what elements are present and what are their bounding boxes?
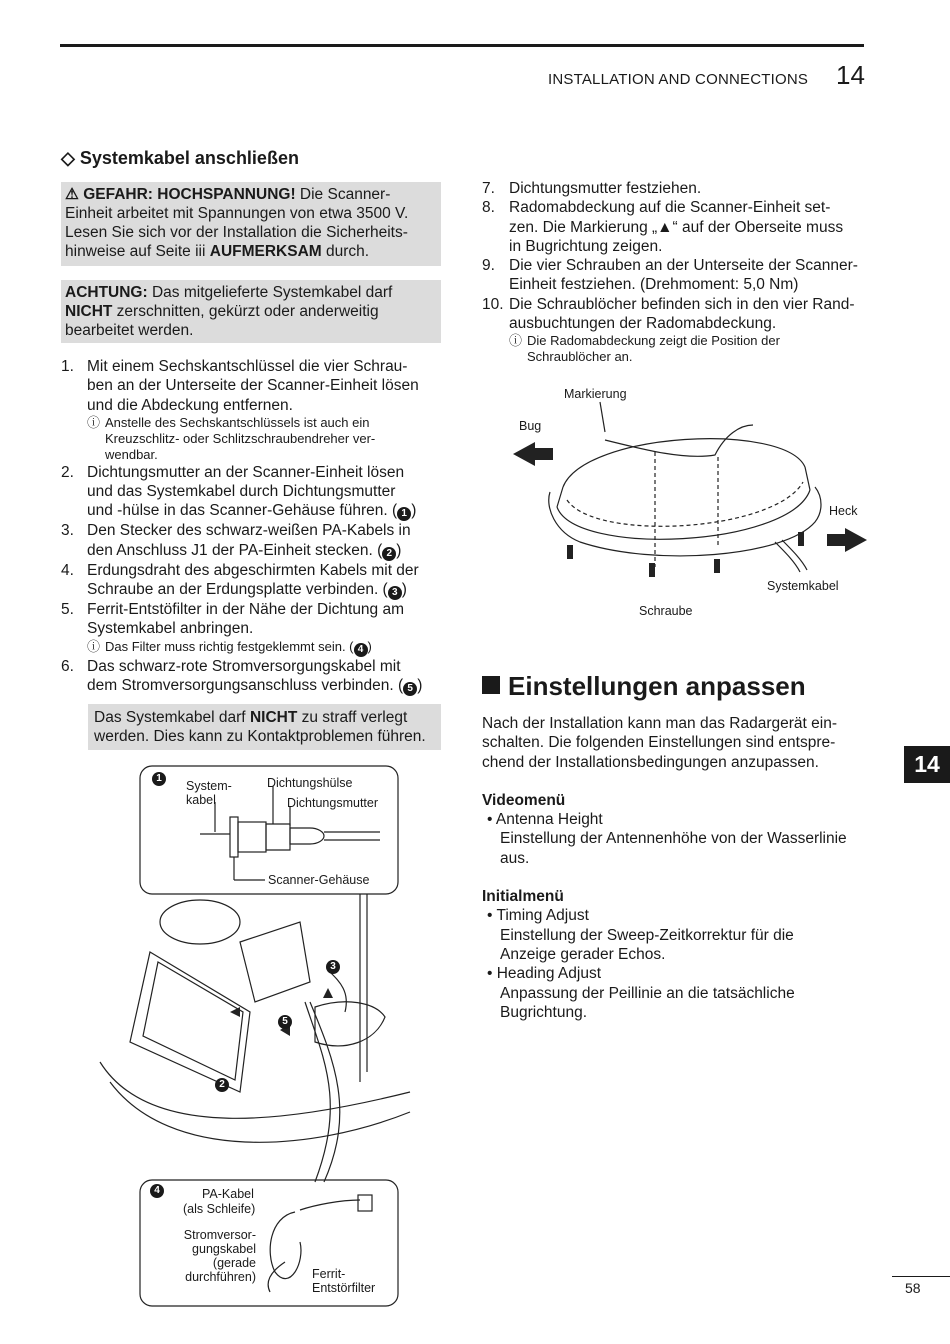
menu-item-desc: Anpassung der Peillinie an die tatsächliche — [500, 984, 795, 1002]
list-item — [61, 600, 443, 657]
step-text: Dichtungsmutter an der Scanner-Einheit lösen — [87, 463, 405, 481]
menu-title: Initialmenü — [482, 888, 564, 906]
figure-label: (als Schleife) — [183, 1202, 256, 1216]
figure-label: Stromversor- — [183, 1228, 256, 1242]
figure-label: Ferrit- — [312, 1267, 346, 1281]
step-note — [509, 333, 867, 365]
page-number: 58 — [905, 1280, 921, 1296]
note-text: werden. Dies kann zu Kontaktproblemen führen. — [94, 728, 426, 745]
menu-item: • Timing Adjust — [487, 907, 589, 925]
danger-text: Die Scanner- — [299, 186, 391, 203]
step-text: Dichtungsmutter festziehen. — [509, 180, 702, 197]
step-number: 4. — [61, 561, 74, 579]
danger-text: Einheit arbeitet mit Spannungen von etwa 3500 V. — [65, 205, 409, 222]
danger-emphasis: AUFMERKSAM — [209, 243, 322, 260]
note-text: Das Systemkabel darf — [94, 709, 250, 726]
step-text: Systemkabel anbringen. — [87, 620, 254, 638]
danger-box — [61, 182, 441, 266]
header-chapter-number: 14 — [836, 60, 865, 90]
paragraph-line: Nach der Installation kann man das Radargerät ein- — [482, 715, 837, 732]
step-text: Ferrit-Entstöfilter in der Nähe der Dichtung am — [87, 601, 405, 619]
figure-label: Entstörfilter — [312, 1281, 376, 1295]
note-text: Anstelle des Sechskantschlüssels ist auch ein — [105, 414, 370, 430]
list-item — [482, 198, 867, 256]
note-text: Die Radomabdeckung zeigt die Position der — [527, 333, 780, 349]
menu-item-desc: Anzeige gerader Echos. — [500, 945, 666, 963]
figure-label: PA-Kabel — [202, 1187, 254, 1201]
step-text: Einheit festziehen. (Drehmoment: 5,0 Nm) — [509, 276, 799, 294]
radome-figure — [505, 382, 875, 622]
paragraph-line: schalten. Die folgenden Einstellungen sind entspre- — [482, 734, 836, 752]
note-text: Das Filter muss richtig festgeklemmt sein. ( — [105, 638, 354, 654]
callout-number: 5 — [403, 682, 417, 696]
note-text: zu straff verlegt — [297, 709, 408, 726]
step-text: Das schwarz-rote Stromversorgungskabel mit — [87, 657, 401, 675]
caution-text: bearbeitet werden. — [65, 322, 194, 339]
paragraph-line: chend der Installationsbedingungen anzupassen. — [482, 753, 819, 771]
caution-box — [61, 280, 441, 343]
caution-text: zerschnitten, gekürzt oder anderweitig — [112, 303, 379, 320]
info-icon: ⓘ — [509, 333, 523, 349]
figure-label: gungskabel — [192, 1242, 256, 1256]
menu-title: Videomenü — [482, 791, 566, 809]
list-item: 4. Erdungsdraht des abgeschirmten Kabels mit der Schraube an der Erdungsplatte verbinden. ( 3 ) — [61, 561, 443, 600]
menu-item: • Heading Adjust — [487, 965, 602, 983]
note-text: wendbar. — [105, 446, 158, 462]
list-item: 6. Das schwarz-rote Stromversorgungskabel mit dem Stromversorgungsanschluss verbinden. ( 5 ) — [61, 657, 443, 696]
figure-label: Markierung — [564, 387, 627, 401]
figure-label: Heck — [829, 504, 858, 518]
step-text: Radomabdeckung auf die Scanner-Einheit set- — [509, 199, 831, 217]
step-number: 9. — [482, 257, 495, 275]
caution-text: Das mitgelieferte Systemkabel darf — [147, 284, 393, 301]
list-item: 3. Den Stecker des schwarz-weißen PA-Kabels in den Anschluss J1 der PA-Einheit stecken. ( 2 ) — [61, 521, 443, 560]
step-number: 10. — [482, 295, 504, 313]
callout-number: 1 — [397, 507, 411, 521]
menu-item-desc: Einstellung der Antennenhöhe von der Wasserlinie — [500, 830, 847, 848]
section-heading-text: Einstellungen anpassen — [508, 671, 806, 701]
danger-text: hinweise auf Seite iii — [65, 243, 210, 260]
menu-item-desc: Bugrichtung. — [500, 1003, 588, 1021]
list-item — [482, 179, 867, 198]
note-box — [88, 704, 441, 750]
figure-label: (gerade — [212, 1256, 256, 1270]
page-number-rule — [892, 1276, 950, 1277]
step-text: ausbuchtungen der Radomabdeckung. — [509, 315, 777, 333]
list-item — [61, 357, 443, 463]
step-text: in Bugrichtung zeigen. — [509, 237, 663, 255]
installation-figure — [90, 762, 420, 1312]
step-text: dem Stromversorgungsanschluss verbinden. ( — [87, 676, 404, 694]
figure-label: Scanner-Gehäuse — [268, 873, 370, 887]
callout-number: 4 — [150, 1184, 164, 1198]
note-emphasis: NICHT — [249, 709, 298, 726]
figure-label: Dichtungsmutter — [287, 796, 379, 810]
step-text: Schraube an der Erdungsplatte verbinden. ( — [87, 581, 388, 599]
step-text: den Anschluss J1 der PA-Einheit stecken. ( — [87, 541, 383, 559]
list-item: 2. Dichtungsmutter an der Scanner-Einheit lösen und das Systemkabel durch Dichtungsmutter und -hülse in das Scanner-Gehäuse führen. ( 1 ) — [61, 463, 443, 522]
menu-item: • Antenna Height — [487, 811, 603, 829]
header-section-title: INSTALLATION AND CONNECTIONS — [548, 71, 809, 88]
info-icon: ⓘ — [87, 638, 101, 654]
figure-label: durchführen) — [185, 1270, 256, 1284]
note-text: Schraublöcher an. — [527, 349, 633, 365]
callout-number: 2 — [382, 547, 396, 561]
step-number: 2. — [61, 463, 74, 481]
step-number: 8. — [482, 199, 495, 217]
caution-emphasis: NICHT — [65, 303, 113, 320]
step-number: 5. — [61, 601, 74, 619]
step-note — [87, 415, 443, 463]
step-note: ⓘ Das Filter muss richtig festgeklemmt sein. ( 4 ) — [87, 638, 372, 655]
danger-text: durch. — [321, 243, 370, 260]
step-number: 6. — [61, 657, 74, 675]
figure-label: kabel — [186, 793, 216, 807]
step-text: zen. Die Markierung „▲“ auf der Oberseite muss — [509, 218, 844, 236]
step-text: Den Stecker des schwarz-weißen PA-Kabels in — [87, 522, 411, 540]
callout-number: 5 — [278, 1015, 292, 1029]
step-number: 1. — [61, 358, 74, 375]
step-text: und -hülse in das Scanner-Gehäuse führen. ( — [87, 502, 398, 520]
list-item — [482, 295, 867, 366]
section-title: ◇ Systemkabel anschließen — [61, 148, 299, 168]
square-bullet-icon — [482, 676, 500, 694]
figure-label: Dichtungshülse — [267, 776, 353, 790]
header-rule — [60, 44, 864, 47]
callout-number: 4 — [354, 643, 368, 657]
figure-label: Systemkabel — [767, 579, 839, 593]
menu-item-desc: Einstellung der Sweep-Zeitkorrektur für die — [500, 926, 794, 944]
danger-label: ⚠ GEFAHR: HOCHSPANNUNG! — [65, 186, 296, 203]
left-steps-list — [61, 357, 443, 696]
danger-text: Lesen Sie sich vor der Installation die Sicherheits- — [65, 224, 408, 241]
callout-number: 1 — [152, 772, 166, 786]
note-text: Kreuzschlitz- oder Schlitzschraubendreher ver- — [105, 430, 376, 446]
info-icon: ⓘ — [87, 414, 101, 430]
callout-number: 3 — [326, 960, 340, 974]
figure-label: System- — [186, 779, 232, 793]
step-text: Mit einem Sechskantschlüssel die vier Schrau- — [87, 358, 408, 375]
list-item — [482, 256, 867, 295]
callout-number: 2 — [215, 1078, 229, 1092]
step-text: Die Schraublöcher befinden sich in den vier Rand- — [509, 295, 855, 313]
menu-item-desc: aus. — [500, 849, 530, 867]
step-text: Die vier Schrauben an der Unterseite der Scanner- — [509, 257, 858, 275]
step-text: und die Abdeckung entfernen. — [87, 396, 293, 414]
right-steps-list — [482, 179, 867, 365]
caution-label: ACHTUNG: — [65, 284, 148, 301]
section-heading — [482, 671, 806, 702]
callout-number: 3 — [388, 586, 402, 600]
step-number: 3. — [61, 522, 74, 540]
figure-label: Bug — [519, 419, 542, 433]
step-text: ben an der Unterseite der Scanner-Einheit lösen — [87, 377, 419, 395]
step-text: Erdungsdraht des abgeschirmten Kabels mit der — [87, 561, 419, 579]
chapter-tab: 14 — [904, 746, 950, 783]
settings-body — [482, 714, 867, 1022]
step-number: 7. — [482, 180, 495, 197]
figure-label: Schraube — [639, 604, 693, 618]
step-text: und das Systemkabel durch Dichtungsmutter — [87, 483, 396, 501]
